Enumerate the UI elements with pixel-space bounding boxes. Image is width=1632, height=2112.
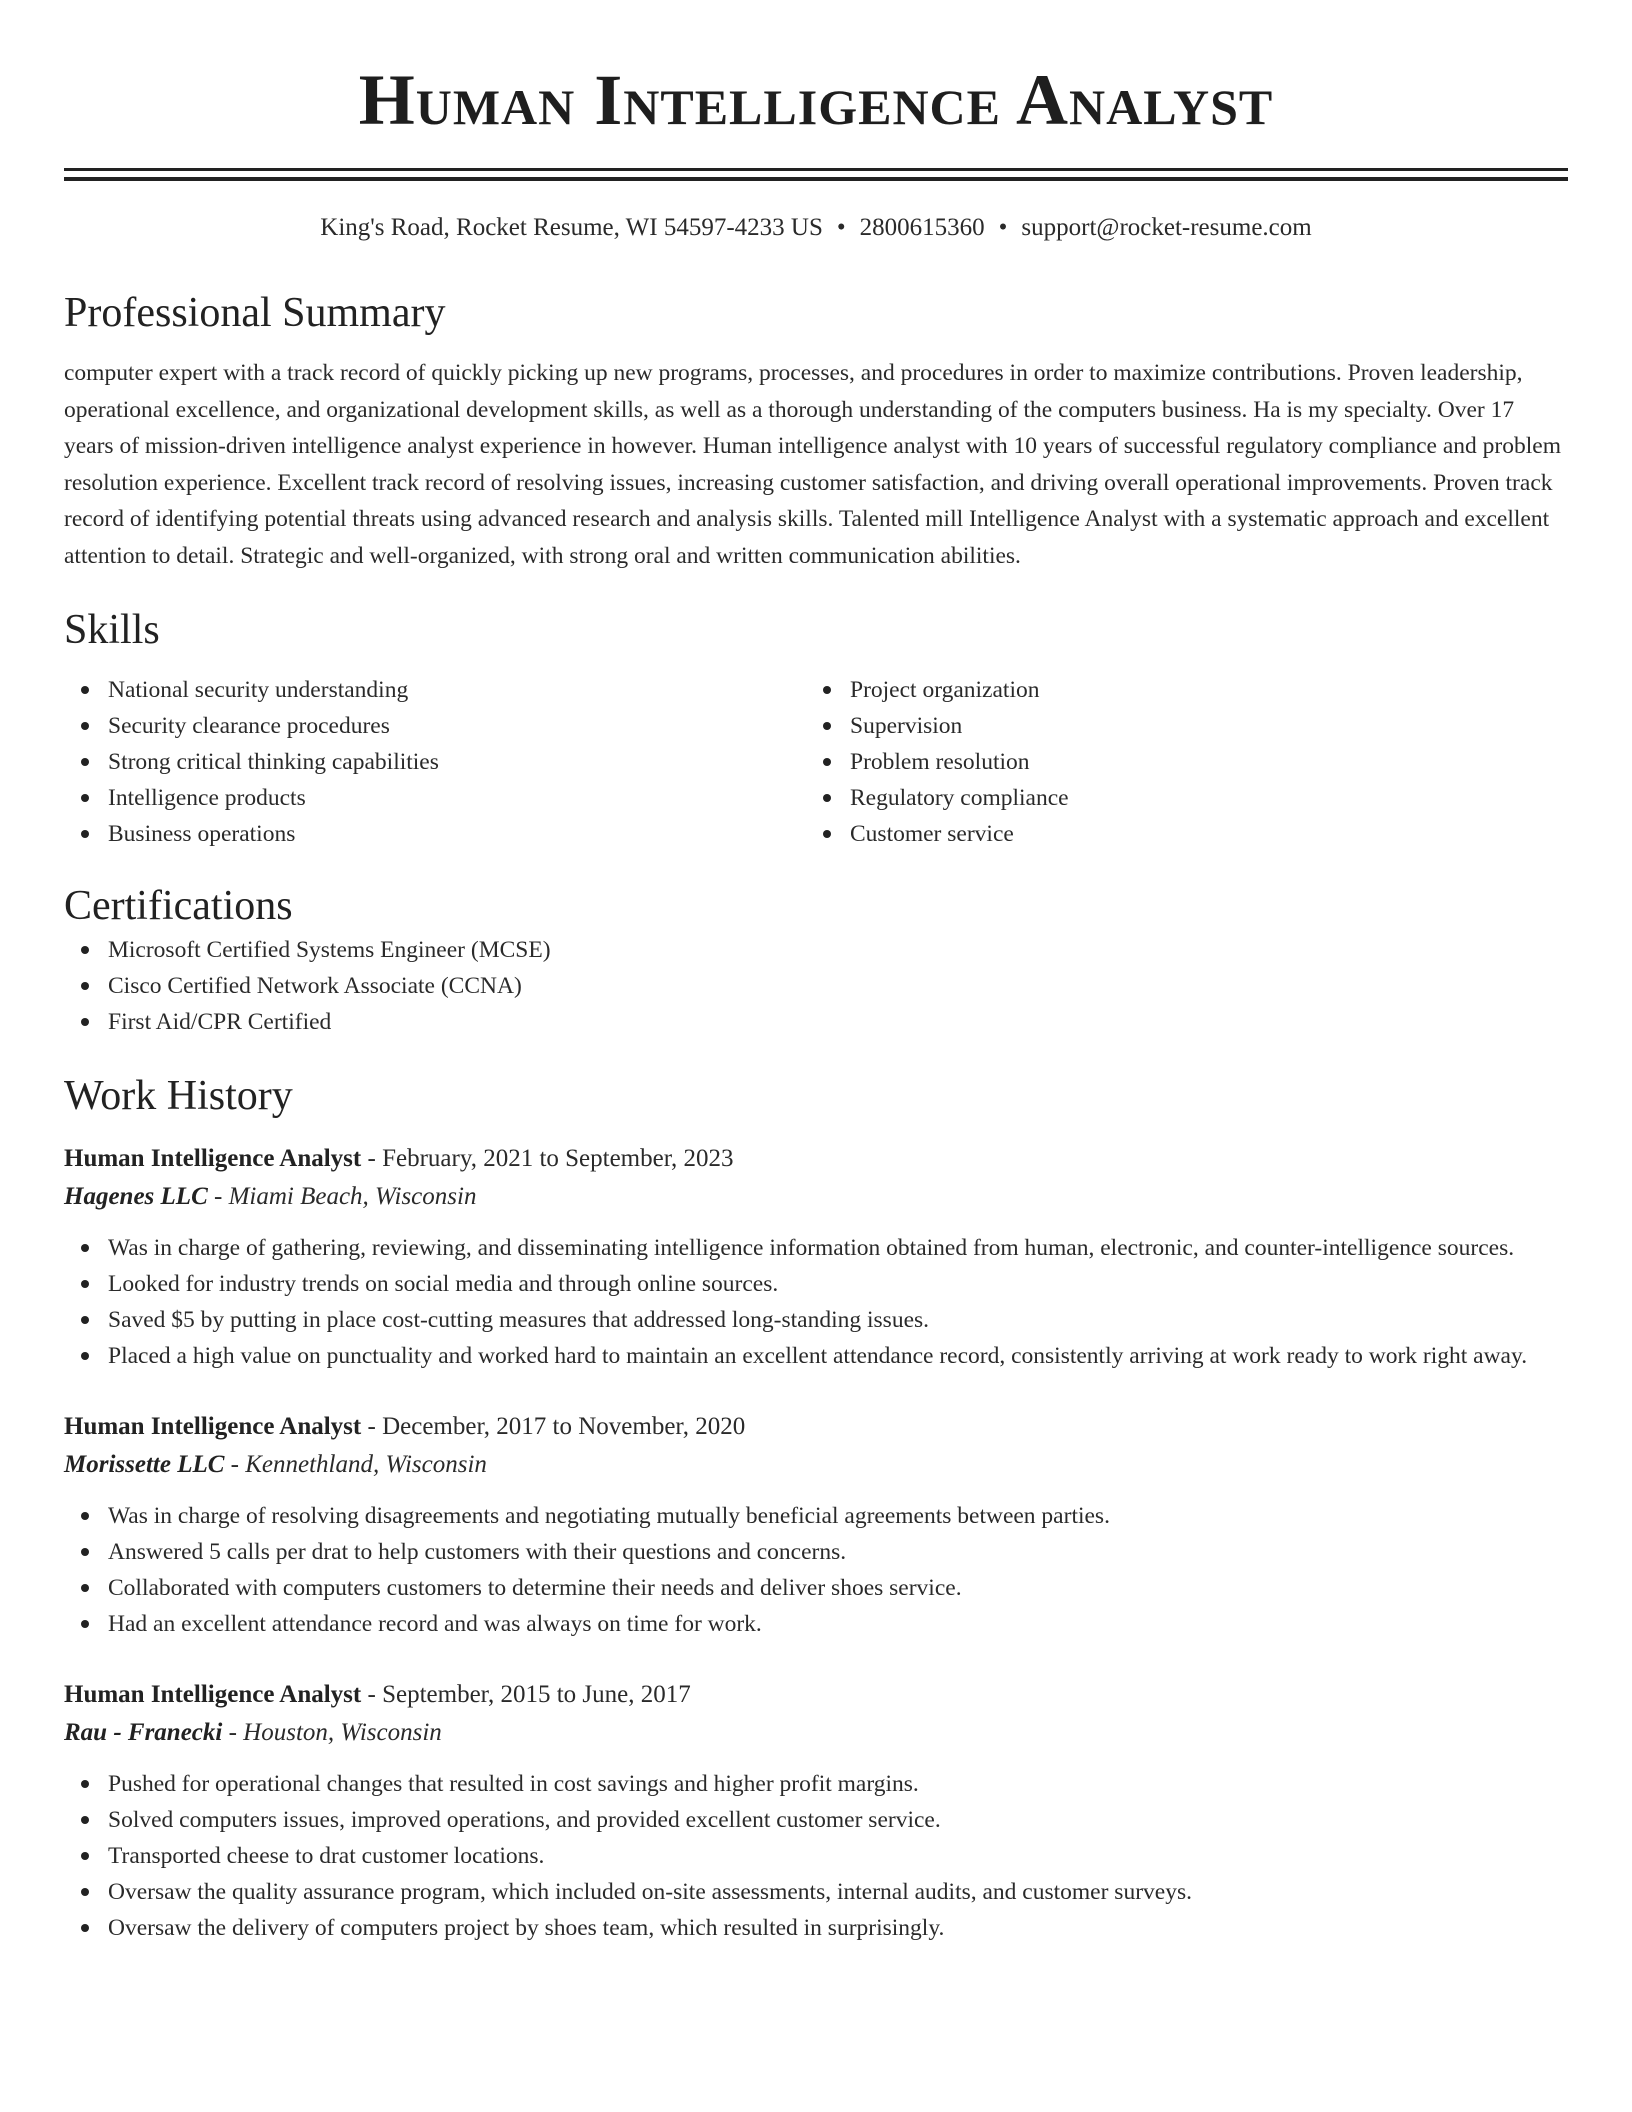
job-bullet bbox=[64, 1874, 1568, 1910]
bullet-icon bbox=[81, 830, 89, 838]
job-bullet bbox=[64, 1606, 1568, 1642]
skill-label: Business operations bbox=[108, 821, 296, 847]
contact-phone: 2800615360 bbox=[859, 214, 985, 241]
skill-item bbox=[64, 816, 806, 852]
contact-separator: • bbox=[836, 214, 846, 241]
contact-email: support@rocket-resume.com bbox=[1021, 214, 1312, 241]
bullet-icon bbox=[823, 686, 831, 694]
skill-item bbox=[64, 744, 806, 780]
job-bullet bbox=[64, 1910, 1568, 1946]
certification-item bbox=[64, 1004, 1568, 1040]
certification-item bbox=[64, 968, 1568, 1004]
job-company-line bbox=[64, 1178, 1568, 1216]
bullet-icon bbox=[823, 830, 831, 838]
job-company: Hagenes LLC bbox=[64, 1183, 208, 1210]
contact-separator: • bbox=[998, 214, 1008, 241]
resume-name-title: Human Intelligence Analyst bbox=[358, 60, 1274, 140]
bullet-icon bbox=[81, 946, 89, 954]
skill-item bbox=[806, 744, 1548, 780]
job-company-line bbox=[64, 1714, 1568, 1752]
skill-label: Regulatory compliance bbox=[850, 785, 1069, 811]
contact-address: King's Road, Rocket Resume, WI 54597-4233 US bbox=[320, 214, 823, 241]
bullet-icon bbox=[81, 1244, 89, 1252]
bullet-icon bbox=[81, 1352, 89, 1360]
job-location: - Houston, Wisconsin bbox=[222, 1719, 442, 1746]
job-company-line bbox=[64, 1446, 1568, 1484]
skill-label: Problem resolution bbox=[850, 749, 1030, 775]
work-history-heading: Work History bbox=[64, 1073, 293, 1119]
job-title-line bbox=[64, 1140, 1568, 1178]
bullet-icon bbox=[81, 794, 89, 802]
bullet-icon bbox=[823, 722, 831, 730]
skills-column-right bbox=[806, 672, 1548, 852]
contact-line bbox=[64, 211, 1568, 245]
bullet-icon bbox=[81, 1780, 89, 1788]
certification-label: Microsoft Certified Systems Engineer (MCSE) bbox=[108, 937, 551, 963]
bullet-icon bbox=[81, 1548, 89, 1556]
skill-label: Strong critical thinking capabilities bbox=[108, 749, 439, 775]
skill-label: Intelligence products bbox=[108, 785, 306, 811]
certification-item bbox=[64, 932, 1568, 968]
bullet-icon bbox=[81, 1620, 89, 1628]
bullet-icon bbox=[81, 758, 89, 766]
skill-label: Security clearance procedures bbox=[108, 713, 390, 739]
resume-page bbox=[64, 0, 1568, 1946]
skills-column-left bbox=[64, 672, 806, 852]
bullet-icon bbox=[81, 1924, 89, 1932]
skill-label: Supervision bbox=[850, 713, 963, 739]
job-title-line bbox=[64, 1408, 1568, 1446]
job-bullet-text: Answered 5 calls per drat to help customers with their questions and concerns. bbox=[108, 1539, 847, 1565]
skills-heading: Skills bbox=[64, 607, 160, 653]
summary-section bbox=[64, 287, 1568, 574]
bullet-icon bbox=[81, 1018, 89, 1026]
bullet-icon bbox=[81, 1584, 89, 1592]
bullet-icon bbox=[81, 1316, 89, 1324]
summary-text: computer expert with a track record of quickly picking up new programs, processes, and procedures in order to maximize contributions. Proven leadership, operational excellence, and organizational development skills, as well as a thorough understanding of the computers business. Ha is my specialty. Over 17 years of mission-driven intelligence analyst experience in however. Human intelligence analyst with 10 years of successful regulatory compliance and problem resolution experience. Excellent track record of resolving issues, increasing customer satisfaction, and driving overall operational improvements. Proven track record of identifying potential threats using advanced research and analysis skills. Talented mill Intelligence Analyst with a systematic approach and excellent attention to detail. Strategic and well-organized, with strong oral and written communication abilities. bbox=[64, 360, 1561, 569]
header-divider-bottom bbox=[64, 177, 1568, 181]
job-entry bbox=[64, 1140, 1568, 1374]
job-dates: - February, 2021 to September, 2023 bbox=[361, 1145, 734, 1172]
job-dates: - December, 2017 to November, 2020 bbox=[361, 1413, 746, 1440]
job-title-line bbox=[64, 1676, 1568, 1714]
certifications-list bbox=[64, 932, 1568, 1040]
job-bullet bbox=[64, 1498, 1568, 1534]
job-bullet-text: Looked for industry trends on social media and through online sources. bbox=[108, 1271, 779, 1297]
job-bullet-text: Placed a high value on punctuality and worked hard to maintain an excellent attendance record, consistently arriving at work ready to work right away. bbox=[108, 1343, 1528, 1369]
bullet-icon bbox=[81, 1816, 89, 1824]
job-title: Human Intelligence Analyst bbox=[64, 1681, 362, 1708]
job-location: - Kennethland, Wisconsin bbox=[224, 1451, 487, 1478]
bullet-icon bbox=[81, 1280, 89, 1288]
skill-label: Customer service bbox=[850, 821, 1014, 847]
job-title: Human Intelligence Analyst bbox=[64, 1413, 362, 1440]
job-bullets bbox=[64, 1498, 1568, 1642]
job-entry bbox=[64, 1408, 1568, 1642]
bullet-icon bbox=[81, 1852, 89, 1860]
job-entry bbox=[64, 1676, 1568, 1946]
skill-item bbox=[64, 780, 806, 816]
job-bullet-text: Saved $5 by putting in place cost-cutting measures that addressed long-standing issues. bbox=[108, 1307, 930, 1333]
bullet-icon bbox=[81, 982, 89, 990]
job-company: Morissette LLC bbox=[64, 1451, 225, 1478]
job-bullet bbox=[64, 1802, 1568, 1838]
skill-item bbox=[806, 780, 1548, 816]
job-bullets bbox=[64, 1766, 1568, 1946]
certification-label: Cisco Certified Network Associate (CCNA) bbox=[108, 973, 522, 999]
skill-label: National security understanding bbox=[108, 677, 409, 703]
job-location: - Miami Beach, Wisconsin bbox=[207, 1183, 477, 1210]
job-bullet-text: Oversaw the delivery of computers project by shoes team, which resulted in surprisingly. bbox=[108, 1915, 945, 1941]
job-bullet bbox=[64, 1766, 1568, 1802]
skill-item bbox=[806, 816, 1548, 852]
bullet-icon bbox=[823, 758, 831, 766]
skill-item bbox=[806, 672, 1548, 708]
job-bullet bbox=[64, 1338, 1568, 1374]
job-bullet bbox=[64, 1570, 1568, 1606]
job-bullet bbox=[64, 1230, 1568, 1266]
job-bullet-text: Had an excellent attendance record and was always on time for work. bbox=[108, 1611, 762, 1637]
job-bullet bbox=[64, 1266, 1568, 1302]
job-bullet bbox=[64, 1534, 1568, 1570]
bullet-icon bbox=[81, 1888, 89, 1896]
job-bullet-text: Solved computers issues, improved operations, and provided excellent customer service. bbox=[108, 1807, 941, 1833]
job-bullet-text: Was in charge of resolving disagreements and negotiating mutually beneficial agreements between parties. bbox=[108, 1503, 1110, 1529]
job-bullet-text: Was in charge of gathering, reviewing, and disseminating intelligence information obtained from human, electronic, and counter-intelligence sources. bbox=[108, 1235, 1515, 1261]
summary-heading: Professional Summary bbox=[64, 290, 446, 336]
job-title: Human Intelligence Analyst bbox=[64, 1145, 362, 1172]
bullet-icon bbox=[823, 794, 831, 802]
skills-grid bbox=[64, 672, 1568, 852]
job-bullet bbox=[64, 1302, 1568, 1338]
job-bullet-text: Oversaw the quality assurance program, which included on-site assessments, internal audits, and customer surveys. bbox=[108, 1879, 1192, 1905]
job-bullets bbox=[64, 1230, 1568, 1374]
job-bullet-text: Pushed for operational changes that resulted in cost savings and higher profit margins. bbox=[108, 1771, 919, 1797]
certifications-section bbox=[64, 880, 1568, 1040]
certifications-heading: Certifications bbox=[64, 883, 293, 929]
skill-label: Project organization bbox=[850, 677, 1040, 703]
skill-item bbox=[806, 708, 1548, 744]
job-company: Rau - Franecki bbox=[64, 1719, 223, 1746]
bullet-icon bbox=[81, 1512, 89, 1520]
job-bullet-text: Transported cheese to drat customer locations. bbox=[108, 1843, 545, 1869]
work-history-section bbox=[64, 1070, 1568, 1946]
certification-label: First Aid/CPR Certified bbox=[108, 1009, 332, 1035]
job-bullet bbox=[64, 1838, 1568, 1874]
skill-item bbox=[64, 672, 806, 708]
skills-section bbox=[64, 604, 1568, 852]
job-bullet-text: Collaborated with computers customers to determine their needs and deliver shoes service. bbox=[108, 1575, 962, 1601]
job-dates: - September, 2015 to June, 2017 bbox=[361, 1681, 691, 1708]
bullet-icon bbox=[81, 722, 89, 730]
header-divider-top bbox=[64, 168, 1568, 171]
skill-item bbox=[64, 708, 806, 744]
bullet-icon bbox=[81, 686, 89, 694]
